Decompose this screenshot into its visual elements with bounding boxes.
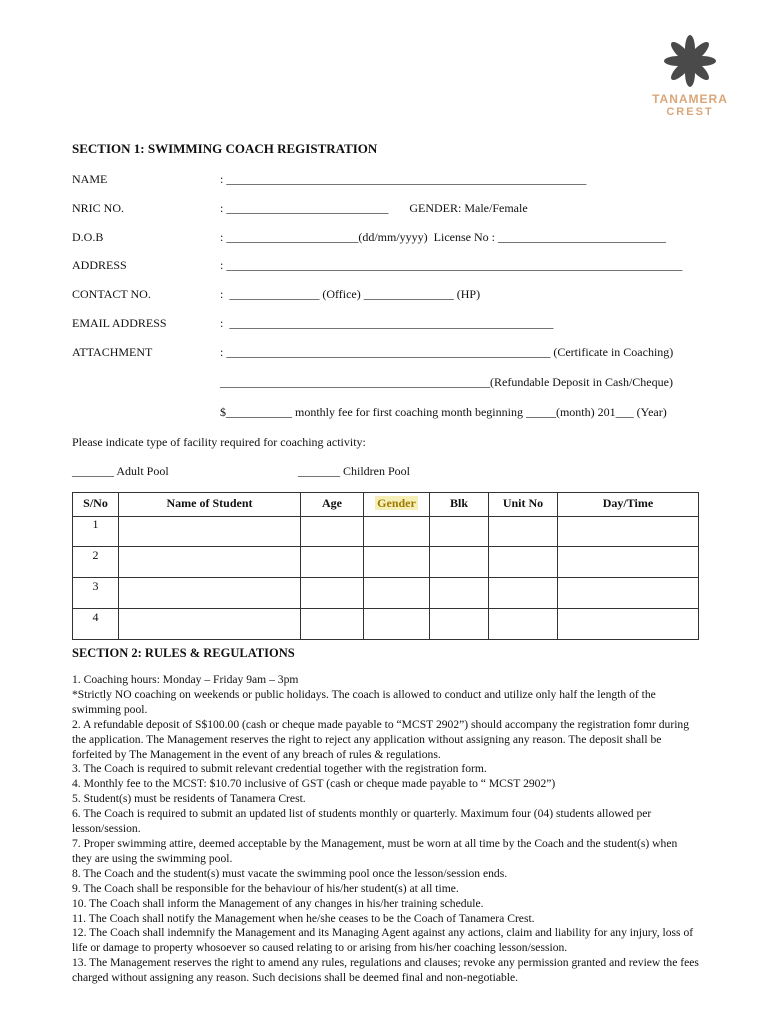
- rules-list: [72, 673, 700, 986]
- col-header-sno: S/No: [73, 493, 119, 517]
- adult-pool-option[interactable]: _______ Adult Pool: [72, 464, 169, 478]
- cell-name[interactable]: [119, 517, 301, 547]
- col-header-unit: Unit No: [489, 493, 558, 517]
- cell-age[interactable]: [301, 517, 364, 547]
- contact-field-row[interactable]: [72, 287, 702, 303]
- field-label: NRIC NO.: [72, 201, 125, 215]
- deposit-line[interactable]: _____________________________________________(Refundable Deposit in Cash/Cheque): [220, 375, 673, 389]
- rule-item: 11. The Coach shall notify the Management when he/she ceases to be the Coach of Tanamera Crest.: [72, 911, 535, 925]
- cell-blk[interactable]: [430, 578, 489, 609]
- cell-name[interactable]: [119, 578, 301, 609]
- section-1-title: SECTION 1: SWIMMING COACH REGISTRATION: [72, 141, 378, 156]
- gender-highlight: Gender: [377, 496, 416, 510]
- rule-item: 10. The Coach shall inform the Management of any changes in his/her training schedule.: [72, 896, 484, 910]
- tanamera-crest-logo: [640, 32, 740, 122]
- attachment-input-line[interactable]: : ______________________________________________________ (Certificate in Coaching): [220, 345, 674, 359]
- address-input-line[interactable]: : ____________________________________________________________________________: [220, 258, 683, 272]
- col-header-daytime: Day/Time: [558, 493, 699, 517]
- nric-field-row[interactable]: [72, 201, 702, 217]
- table-row[interactable]: [73, 578, 699, 609]
- cell-unit[interactable]: [489, 547, 558, 578]
- col-header-gender: [364, 493, 430, 517]
- rule-item: 7. Proper swimming attire, deemed acceptable by the Management, must be worn at all time by the Coach and the student(s) when they are using the swimming pool.: [72, 836, 678, 865]
- cell-gender[interactable]: [364, 547, 430, 578]
- rule-item: 6. The Coach is required to submit an updated list of students monthly or quarterly. Maximum four (04) students allowed per lesson/session.: [72, 807, 652, 836]
- cell-blk[interactable]: [430, 517, 489, 547]
- children-pool-option[interactable]: _______ Children Pool: [298, 464, 411, 478]
- cell-age[interactable]: [301, 547, 364, 578]
- cell-daytime[interactable]: [558, 578, 699, 609]
- cell-daytime[interactable]: [558, 609, 699, 640]
- cell-name[interactable]: [119, 609, 301, 640]
- dob-field-row[interactable]: [72, 230, 702, 246]
- cell-blk[interactable]: [430, 609, 489, 640]
- field-label: ATTACHMENT: [72, 345, 153, 359]
- col-header-blk: Blk: [430, 493, 489, 517]
- cell-blk[interactable]: [430, 547, 489, 578]
- cell-unit[interactable]: [489, 517, 558, 547]
- field-label: EMAIL ADDRESS: [72, 316, 167, 330]
- field-label: NAME: [72, 172, 108, 186]
- col-header-name: Name of Student: [119, 493, 301, 517]
- rule-item: 4. Monthly fee to the MCST: $10.70 inclusive of GST (cash or cheque made payable to “ MCST 2902”): [72, 777, 556, 791]
- cell-gender[interactable]: [364, 578, 430, 609]
- table-row[interactable]: [73, 547, 699, 578]
- cell-unit[interactable]: [489, 609, 558, 640]
- field-label: D.O.B: [72, 230, 104, 244]
- cell-gender[interactable]: [364, 517, 430, 547]
- rule-item: *Strictly NO coaching on weekends or public holidays. The coach is allowed to conduct and utilize only half the length of the swimming pool.: [72, 687, 656, 716]
- field-label: CONTACT NO.: [72, 287, 151, 301]
- table-row[interactable]: [73, 517, 699, 547]
- name-input-line[interactable]: : ____________________________________________________________: [220, 172, 587, 186]
- name-field-row[interactable]: [72, 172, 702, 188]
- rule-item: 2. A refundable deposit of S$100.00 (cash or cheque made payable to “MCST 2902”) should accompany the registration fomr during the application. The Management reserves the right to reject any application without assigning any reason. The deposit shall be forfeited by The Management in the event of any breach of rules & regulations.: [72, 717, 690, 761]
- email-input-line[interactable]: : ______________________________________________________: [220, 316, 554, 330]
- cell-age[interactable]: [301, 578, 364, 609]
- contact-input-line[interactable]: : _______________ (Office) _______________ (HP): [220, 287, 481, 301]
- rule-item: 3. The Coach is required to submit relevant credential together with the registration form.: [72, 762, 487, 776]
- logo-line-2: CREST: [666, 106, 714, 118]
- facility-prompt: Please indicate type of facility required for coaching activity:: [72, 435, 366, 449]
- email-field-row[interactable]: [72, 316, 702, 332]
- row-number: 3: [73, 578, 119, 609]
- cell-age[interactable]: [301, 609, 364, 640]
- row-number: 1: [73, 517, 119, 547]
- rule-item: 8. The Coach and the student(s) must vacate the swimming pool once the lesson/session ends.: [72, 866, 508, 880]
- row-number: 4: [73, 609, 119, 640]
- nric-input-line[interactable]: : ___________________________ GENDER: Male/Female: [220, 201, 528, 215]
- cell-gender[interactable]: [364, 609, 430, 640]
- cell-unit[interactable]: [489, 578, 558, 609]
- col-header-age: Age: [301, 493, 364, 517]
- rule-item: 5. Student(s) must be residents of Tanamera Crest.: [72, 792, 306, 806]
- address-field-row[interactable]: [72, 258, 702, 274]
- attachment-field-row[interactable]: [72, 345, 702, 361]
- fee-line[interactable]: $___________ monthly fee for first coaching month beginning _____(month) 201___ (Year): [220, 405, 667, 419]
- dob-input-line[interactable]: : ______________________(dd/mm/yyyy) License No : ____________________________: [220, 230, 666, 244]
- rule-item: 12. The Coach shall indemnify the Management and its Managing Agent against any actions, claim and liability for any injury, loss of life or damage to property whosoever so caused relating to or arising from his/her coaching lesson/session.: [72, 926, 694, 955]
- rule-item: 13. The Management reserves the right to amend any rules, regulations and clauses; revoke any permission granted and review the fees charged without assigning any reason. Such decisions shall be deemed final and non-negotiable.: [72, 956, 699, 985]
- section-2-title: SECTION 2: RULES & REGULATIONS: [72, 646, 295, 660]
- rule-item: 9. The Coach shall be responsible for the behaviour of his/her student(s) at all time.: [72, 881, 459, 895]
- row-number: 2: [73, 547, 119, 578]
- rule-item: 1. Coaching hours: Monday – Friday 9am – 3pm: [72, 673, 299, 686]
- cell-daytime[interactable]: [558, 517, 699, 547]
- logo-line-1: TANAMERA: [652, 92, 728, 106]
- cell-daytime[interactable]: [558, 547, 699, 578]
- cell-name[interactable]: [119, 547, 301, 578]
- field-label: ADDRESS: [72, 258, 127, 272]
- students-table: [72, 492, 699, 640]
- star-flower-icon: [658, 32, 722, 90]
- table-header-row: [73, 493, 699, 517]
- table-row[interactable]: [73, 609, 699, 640]
